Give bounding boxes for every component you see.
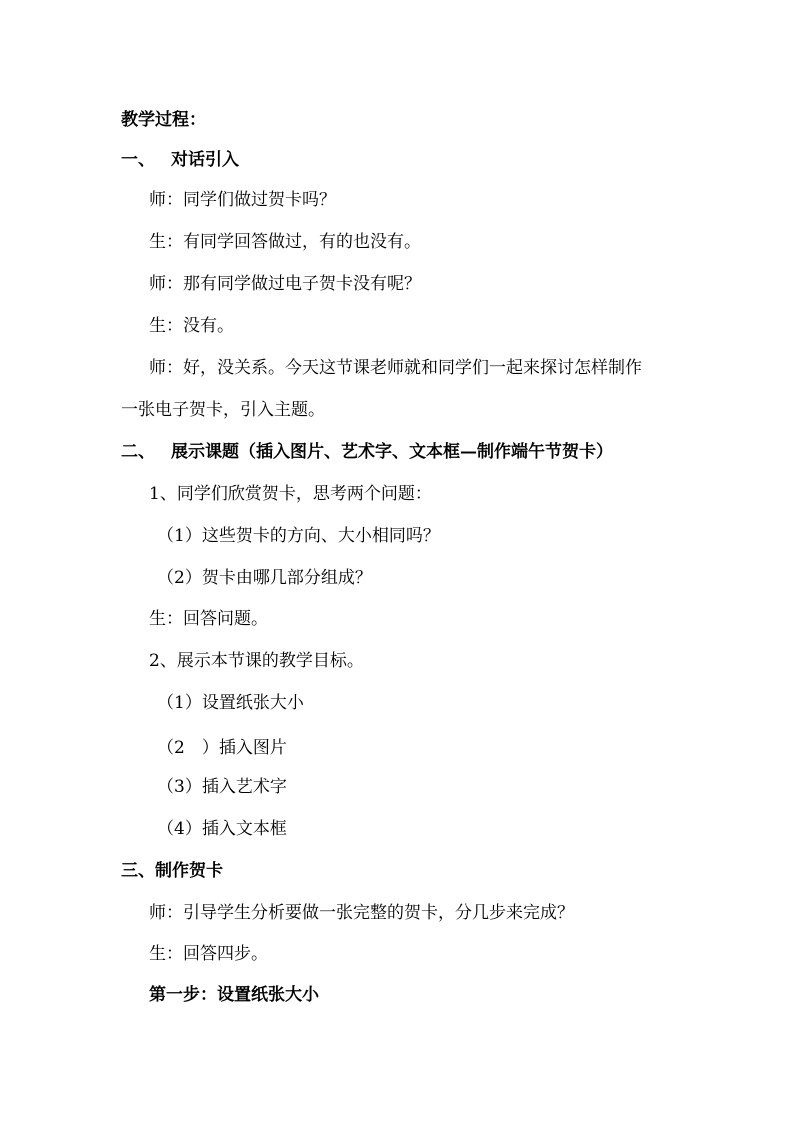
page-heading: 教学过程： xyxy=(121,110,206,130)
step-1-heading: 第一步：设置纸张大小 xyxy=(149,985,319,1005)
dialog-line: 生：没有。 xyxy=(149,316,234,336)
objective-item: （4）插入文本框 xyxy=(157,819,287,839)
dialog-line: 师：同学们做过贺卡吗？ xyxy=(149,190,336,210)
section-2-title: 展示课题（插入图片、艺术字、文本框—制作端午节贺卡） xyxy=(171,442,613,462)
objective-item: （2 ）插入图片 xyxy=(157,738,287,758)
section-1-title: 对话引入 xyxy=(171,150,239,170)
dialog-line: 师：好，没关系。今天这节课老师就和同学们一起来探讨怎样制作 xyxy=(149,358,642,378)
dialog-line: 生：有同学回答做过，有的也没有。 xyxy=(149,232,421,252)
section-1-number: 一、 xyxy=(121,150,155,170)
section-2-line: 2、展示本节课的教学目标。 xyxy=(149,651,364,671)
objective-item: （3）插入艺术字 xyxy=(157,777,287,797)
objective-item: （1）设置纸张大小 xyxy=(157,693,304,713)
section-3-line: 师：引导学生分析要做一张完整的贺卡，分几步来完成？ xyxy=(149,903,574,923)
section-2-number: 二、 xyxy=(121,442,155,462)
dialog-line: 师：那有同学做过电子贺卡没有呢？ xyxy=(149,274,421,294)
section-2-line: （2）贺卡由哪几部分组成？ xyxy=(157,568,372,588)
dialog-line-continuation: 一张电子贺卡，引入主题。 xyxy=(121,400,325,420)
section-3-line: 生：回答四步。 xyxy=(149,944,268,964)
section-2-line: 生：回答问题。 xyxy=(149,609,268,629)
section-2-line: （1）这些贺卡的方向、大小相同吗？ xyxy=(157,526,440,546)
section-2-line: 1、同学们欣赏贺卡，思考两个问题： xyxy=(149,484,432,504)
section-3-title: 三、制作贺卡 xyxy=(121,861,223,881)
